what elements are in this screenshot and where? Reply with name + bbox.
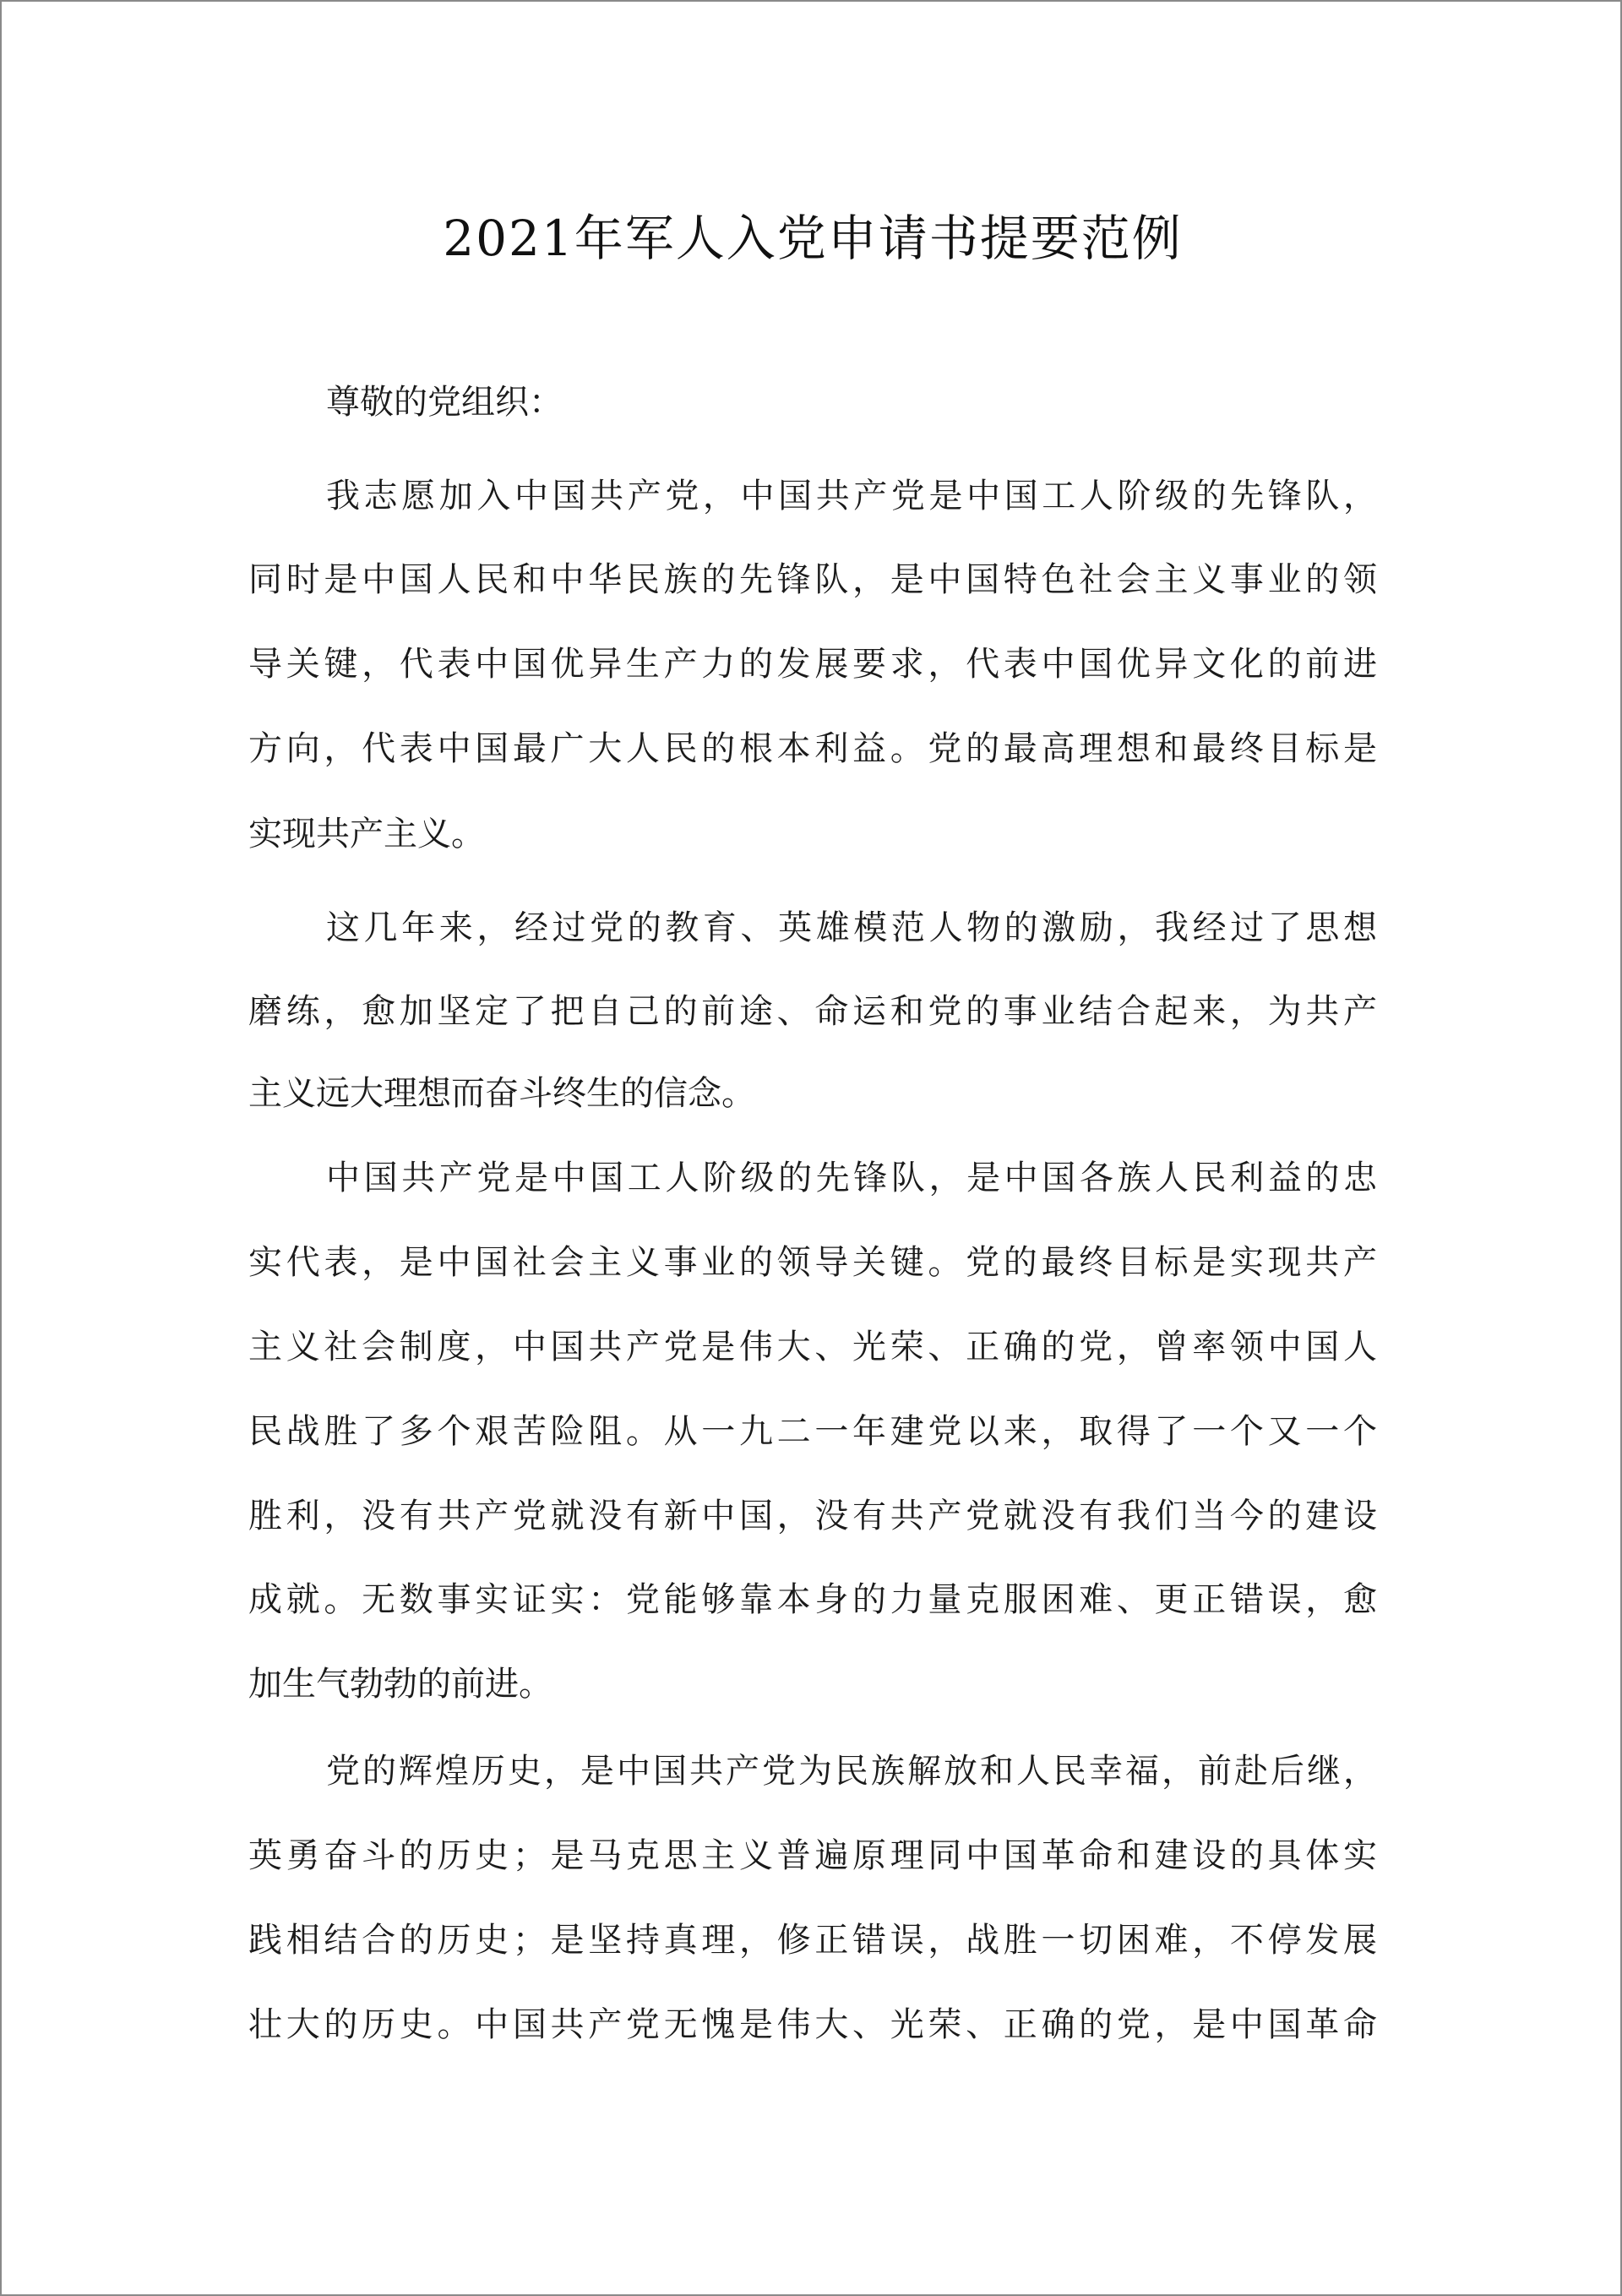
text-line: 党的辉煌历史，是中国共产党为民族解放和人民幸福，前赴后继， [326, 1752, 1377, 1791]
text-line: 成就。无数事实证实：党能够靠本身的力量克服困难、更正错误，愈 [248, 1580, 1377, 1619]
text-line: 同时是中国人民和中华民族的先锋队，是中国特色社会主义事业的领 [248, 560, 1377, 599]
text-line: 导关键，代表中国优异生产力的发展要求，代表中国优异文化的前进 [248, 645, 1377, 684]
text-line: 壮大的历史。中国共产党无愧是伟大、光荣、正确的党，是中国革命 [248, 2005, 1377, 2044]
text-line: 磨练，愈加坚定了把自己的前途、命运和党的事业结合起来，为共产 [248, 992, 1377, 1031]
text-line: 我志愿加入中国共产党，中国共产党是中国工人阶级的先锋队， [326, 477, 1377, 515]
text-line: 民战胜了多个艰苦险阻。从一九二一年建党以来，取得了一个又一个 [248, 1412, 1377, 1451]
text-line: 英勇奋斗的历史；是马克思主义普遍原理同中国革命和建设的具体实 [248, 1836, 1377, 1875]
text-line: 实现共产主义。 [248, 815, 485, 854]
text-line: 主义社会制度，中国共产党是伟大、光荣、正确的党，曾率领中国人 [248, 1328, 1377, 1366]
salutation: 尊敬的党组织： [326, 383, 563, 422]
text-line: 主义远大理想而奋斗终生的信念。 [248, 1074, 755, 1113]
document-title: 2021年军人入党申请书提要范例 [443, 210, 1183, 267]
text-line: 中国共产党是中国工人阶级的先锋队，是中国各族人民利益的忠 [326, 1159, 1377, 1197]
text-line: 这几年来，经过党的教育、英雄模范人物的激励，我经过了思想 [326, 908, 1377, 947]
text-line: 胜利，没有共产党就没有新中国，没有共产党就没有我们当今的建设 [248, 1497, 1377, 1535]
text-line: 实代表，是中国社会主义事业的领导关键。党的最终目标是实现共产 [248, 1243, 1377, 1282]
text-line: 加生气勃勃的前进。 [248, 1665, 552, 1704]
text-line: 方向，代表中国最广大人民的根本利益。党的最高理想和最终目标是 [248, 729, 1377, 768]
text-line: 践相结合的历史；是坚持真理，修正错误，战胜一切困难，不停发展 [248, 1921, 1377, 1960]
